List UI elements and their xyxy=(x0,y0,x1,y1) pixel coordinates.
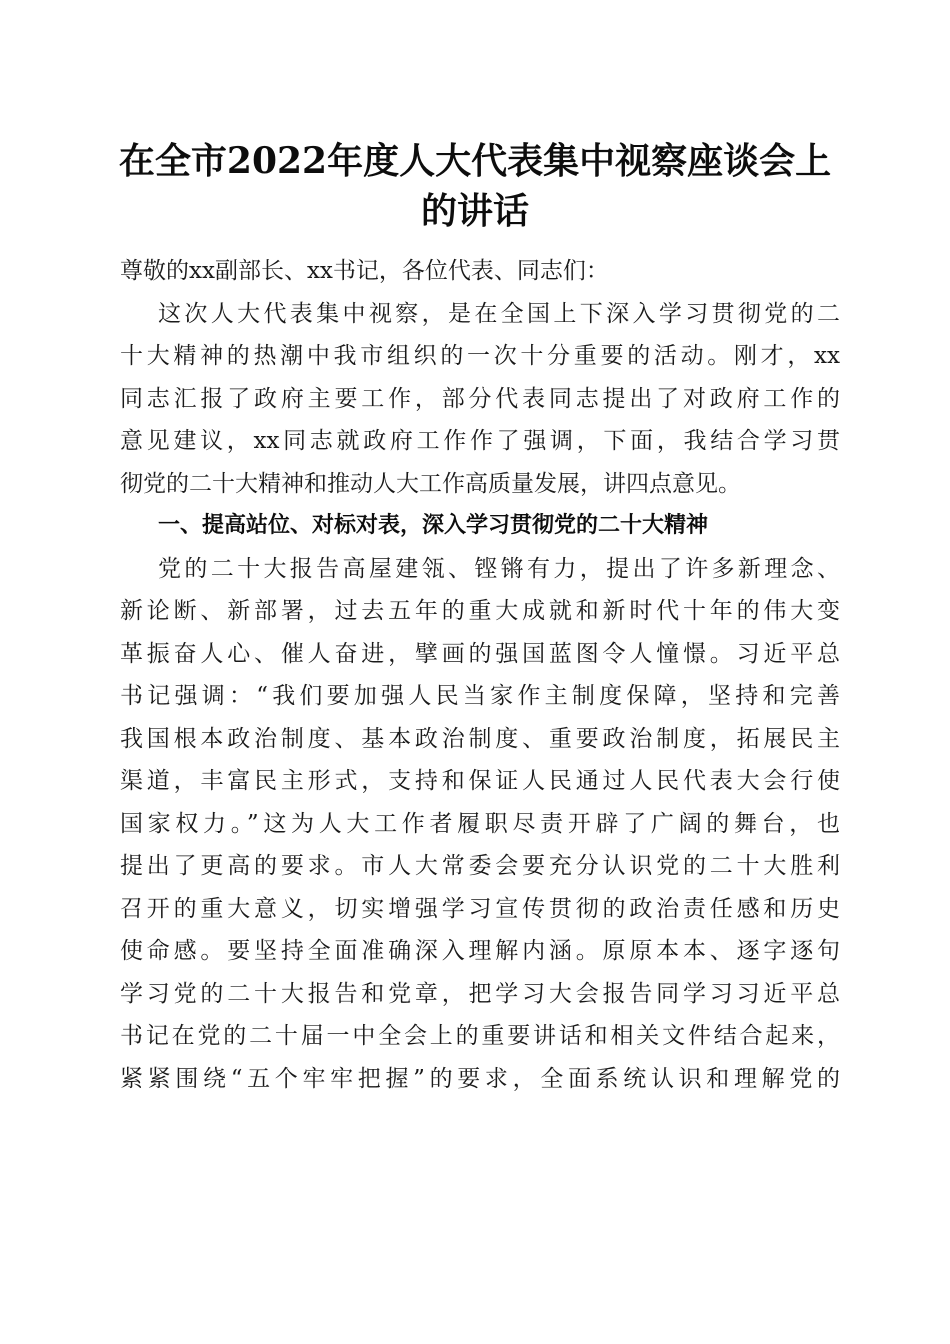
paragraph-line: 这次人大代表集中视察，是在全国上下深入学习贯彻党的二 xyxy=(158,300,840,327)
title-line-2: 的讲话 xyxy=(420,190,529,232)
paragraph-line: 学习党的二十大报告和党章，把学习大会报告同学习习近平总 xyxy=(120,980,840,1007)
document-title xyxy=(100,136,850,236)
paragraph-line: 紧紧围绕“五个牢牢把握”的要求，全面系统认识和理解党的 xyxy=(120,1065,840,1092)
paragraph-line: 彻党的二十大精神和推动人大工作高质量发展，讲四点意见。 xyxy=(120,470,741,497)
paragraph-line: 意见建议，xx同志就政府工作作了强调，下面，我结合学习贯 xyxy=(120,428,840,454)
paragraph-line: 书记强调：“我们要加强人民当家作主制度保障，坚持和完善 xyxy=(120,683,840,709)
paragraph-line: 革振奋人心、催人奋进，擘画的强国蓝图令人憧憬。习近平总 xyxy=(120,640,840,667)
paragraph-line: 我国根本政治制度、基本政治制度、重要政治制度，拓展民主 xyxy=(120,725,840,752)
paragraph-line: 书记在党的二十届一中全会上的重要讲话和相关文件结合起来， xyxy=(120,1023,840,1049)
paragraph-line: 党的二十大报告高屋建瓴、铿锵有力，提出了许多新理念、 xyxy=(158,555,840,582)
title-line-1: 在全市2022年度人大代表集中视察座谈会上 xyxy=(118,140,832,182)
paragraph-line: 召开的重大意义，切实增强学习宣传贯彻的政治责任感和历史 xyxy=(120,895,840,922)
document-body xyxy=(120,250,840,1100)
paragraph-line: 同志汇报了政府主要工作，部分代表同志提出了对政府工作的 xyxy=(120,385,840,412)
paragraph-line: 国家权力。”这为人大工作者履职尽责开辟了广阔的舞台，也 xyxy=(120,810,840,837)
paragraph-line: 提出了更高的要求。市人大常委会要充分认识党的二十大胜利 xyxy=(120,853,840,879)
paragraph-line: 使命感。要坚持全面准确深入理解内涵。原原本本、逐字逐句 xyxy=(120,938,840,964)
salutation: 尊敬的xx副部长、xx书记，各位代表、同志们： xyxy=(120,258,609,284)
section-heading: 一、提高站位、对标对表，深入学习贯彻党的二十大精神 xyxy=(158,513,709,538)
paragraph-line: 渠道，丰富民主形式，支持和保证人民通过人民代表大会行使 xyxy=(120,768,840,794)
paragraph-line: 新论断、新部署，过去五年的重大成就和新时代十年的伟大变 xyxy=(120,598,840,624)
paragraph-line: 十大精神的热潮中我市组织的一次十分重要的活动。刚才，xx xyxy=(120,343,840,369)
